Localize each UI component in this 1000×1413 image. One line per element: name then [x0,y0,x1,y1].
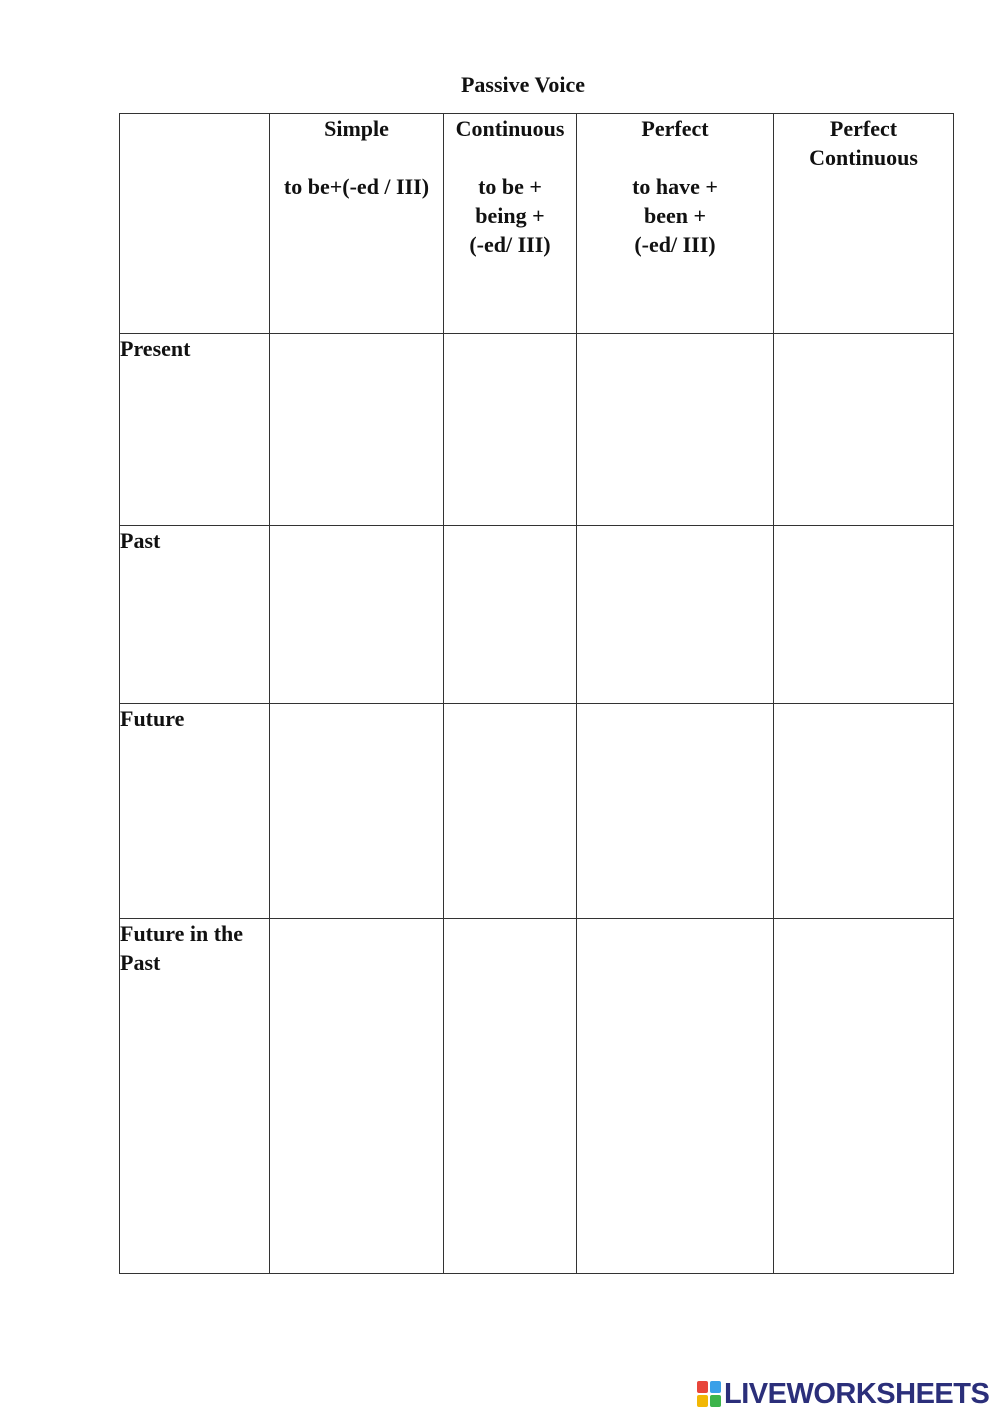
column-name: Perfect [641,116,709,141]
answer-cell[interactable] [270,334,444,526]
liveworksheets-mark-icon [697,1381,721,1407]
header-continuous [444,114,577,334]
header-perfect [577,114,774,334]
header-perfect-continuous [774,114,954,334]
column-formula: to be + being + (-ed/ III) [469,174,551,257]
answer-cell[interactable] [577,526,774,704]
answer-cell[interactable] [270,526,444,704]
answer-cell[interactable] [444,334,577,526]
answer-cell[interactable] [774,919,954,1274]
passive-voice-table [119,113,954,1274]
mark-square [710,1381,721,1393]
answer-cell[interactable] [577,334,774,526]
answer-cell[interactable] [444,526,577,704]
answer-cell[interactable] [444,919,577,1274]
row-label-future: Future [120,704,270,919]
table-row-past [120,526,954,704]
logo-prefix: LIVE [724,1378,787,1410]
answer-cell[interactable] [774,334,954,526]
column-formula: to have + been + (-ed/ III) [632,174,718,257]
corner-cell [120,114,270,334]
table-row-future [120,704,954,919]
column-name: Perfect Continuous [809,116,918,170]
column-name: Simple [324,116,389,141]
answer-cell[interactable] [577,704,774,919]
answer-cell[interactable] [270,919,444,1274]
column-formula: to be+(-ed / III) [283,174,430,199]
column-name: Continuous [455,116,565,141]
answer-cell[interactable] [774,704,954,919]
header-simple [270,114,444,334]
mark-square [710,1395,721,1407]
table-row-present [120,334,954,526]
answer-cell[interactable] [270,704,444,919]
row-label-present: Present [120,334,270,526]
table-row-future-in-the-past [120,919,954,1274]
answer-cell[interactable] [444,704,577,919]
mark-square [697,1395,708,1407]
answer-cell[interactable] [774,526,954,704]
mark-square [697,1381,708,1393]
header-row [120,114,954,334]
answer-cell[interactable] [577,919,774,1274]
row-label-future-in-the-past: Future in the Past [120,919,270,1274]
liveworksheets-logo [697,1378,989,1410]
row-label-past: Past [120,526,270,704]
page-title: Passive Voice [460,72,586,97]
logo-wordmark [724,1378,989,1410]
logo-suffix: WORKSHEETS [786,1378,990,1410]
